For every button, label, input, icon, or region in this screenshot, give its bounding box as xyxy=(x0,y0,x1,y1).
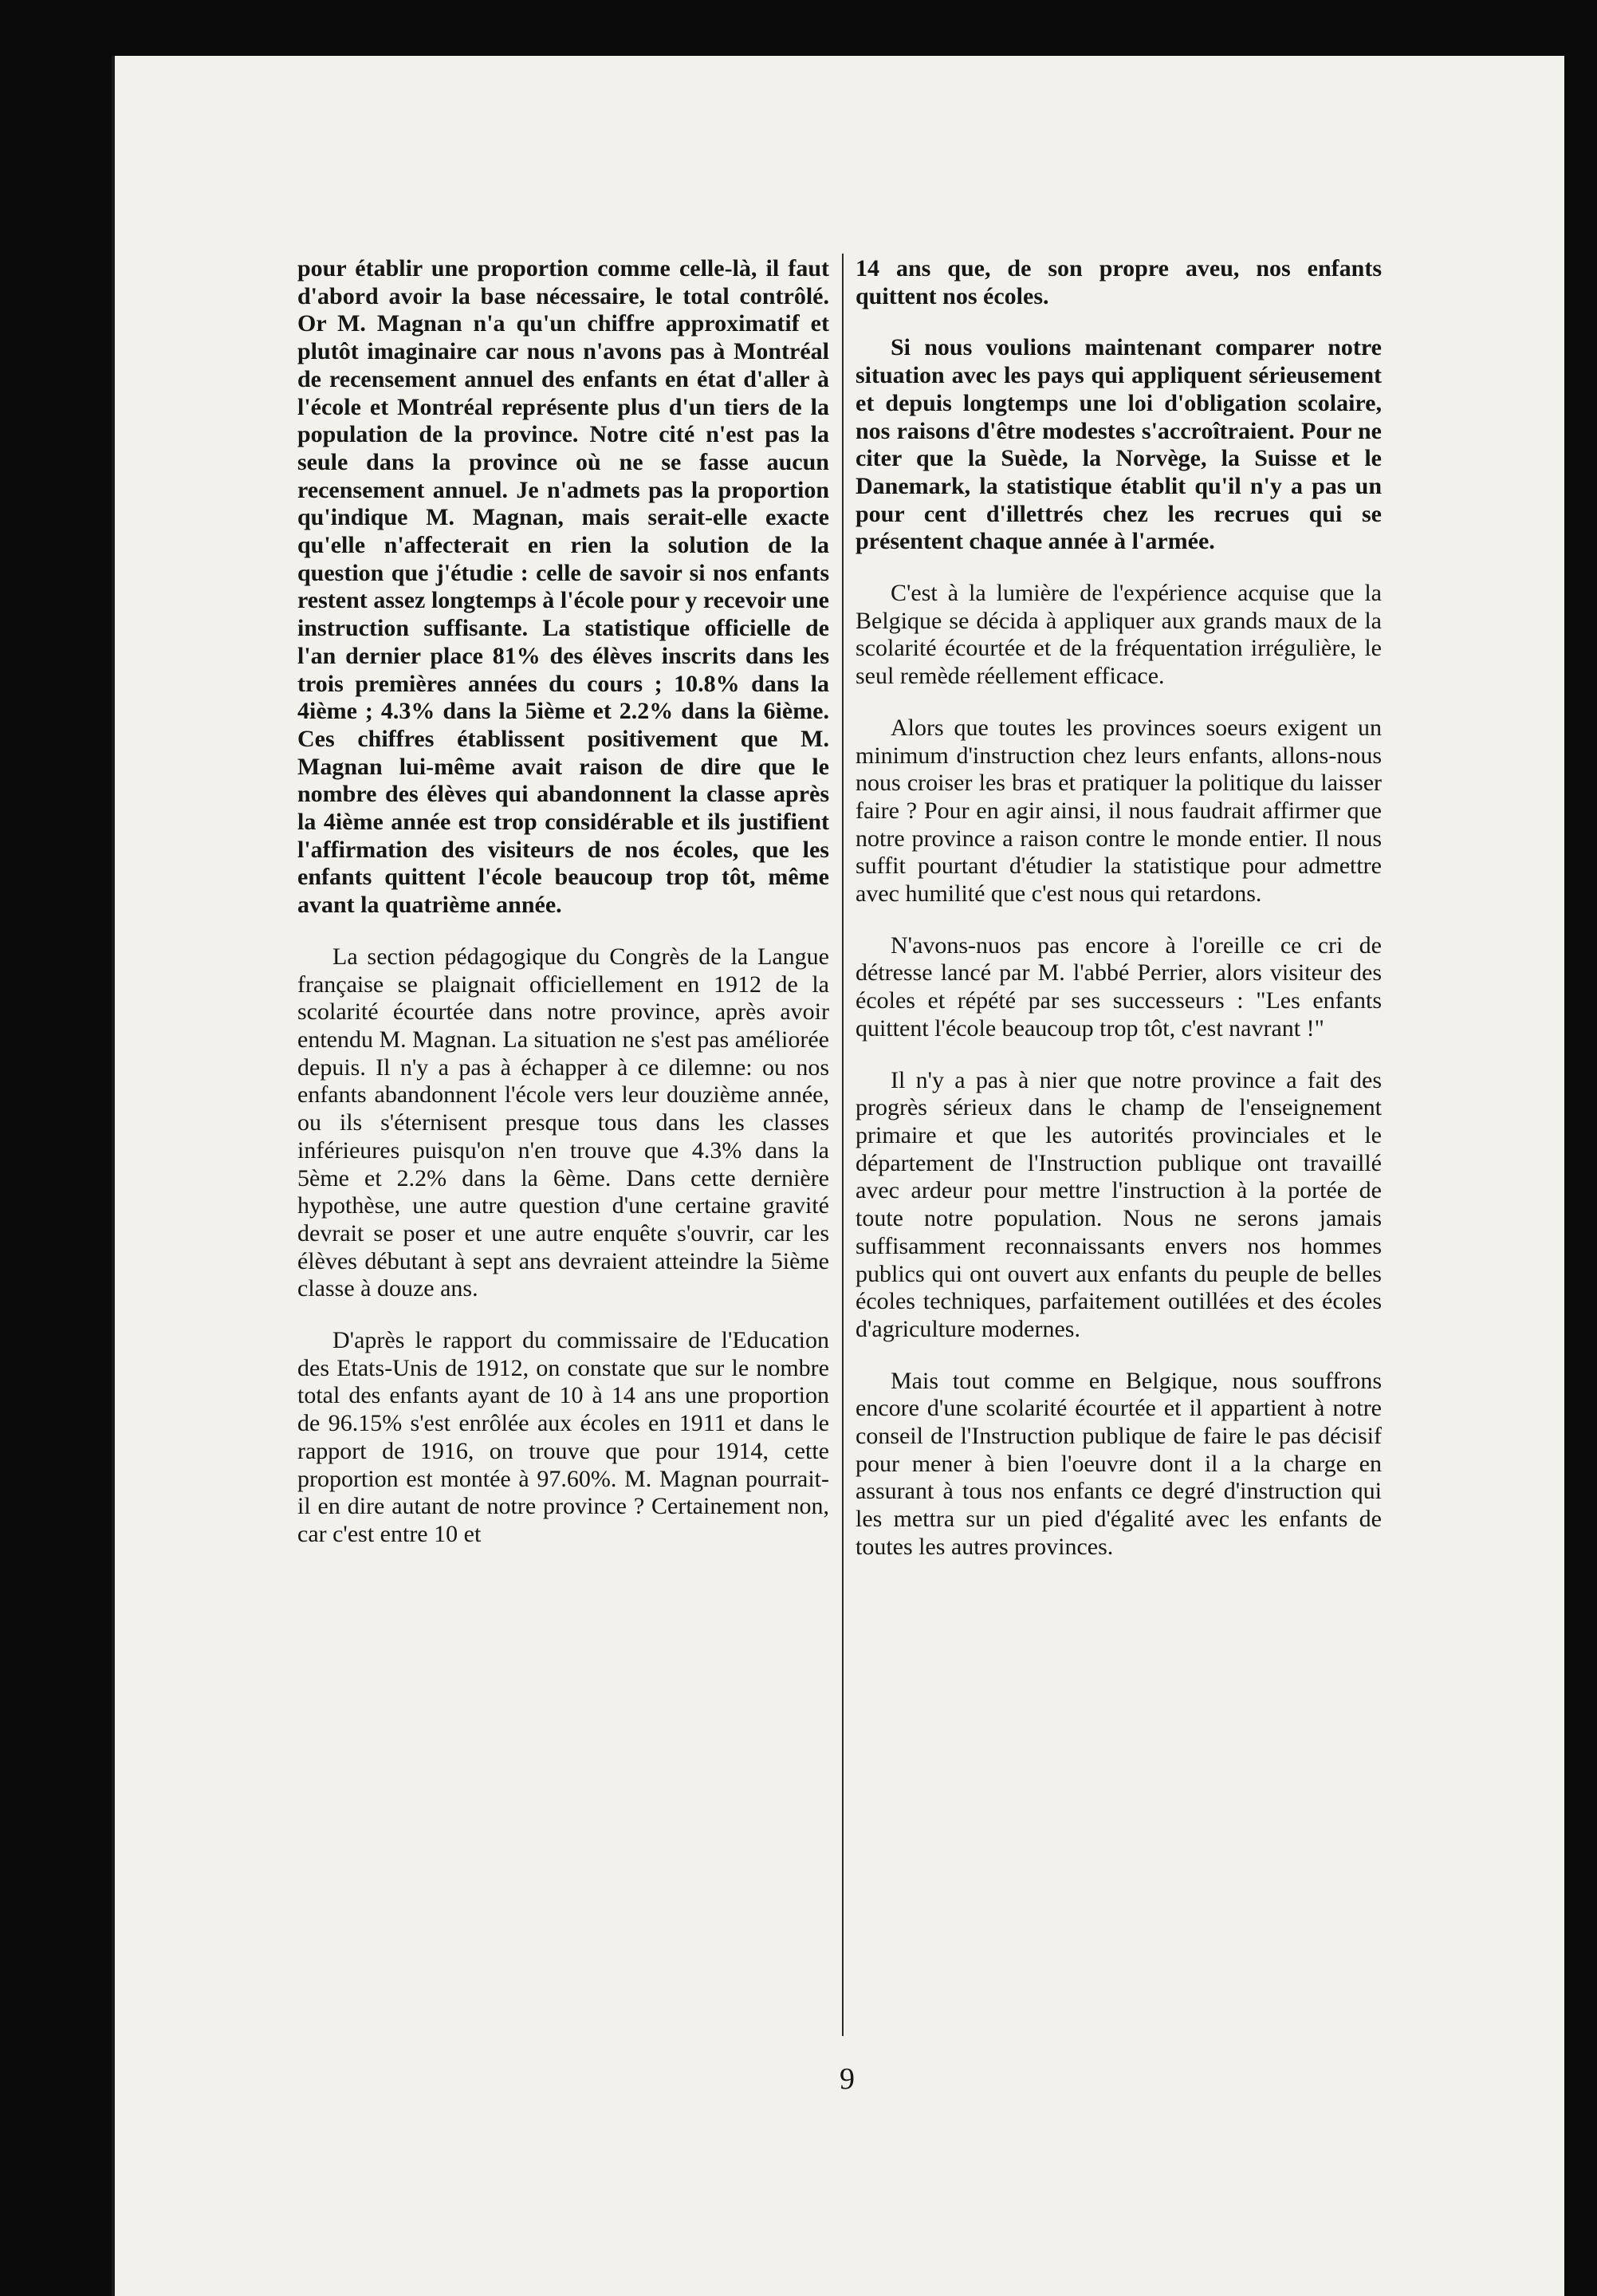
paragraph: La section pédagogique du Congrès de la Langue française se plaignait officiellement en 1912 de la scolarité écourtée dans notre province, après avoir entendu M. Magnan. La situation ne s'est pas améliorée depuis. Il n'y a pas à échapper à ce dilemne: ou nos enfants abandonnent l'école vers leur douzième année, ou ils s'éternisent presque tous dans les classes inférieures puisqu'on n'en trouve que 4.3% dans la 5ème et 2.2% dans la 6ème. Dans cette dernière hypothèse, une autre question d'une certaine gravité devrait se poser et une autre enquête s'ouvrir, car les élèves débutant à sept ans devraient atteindre la 5ième classe à douze ans. xyxy=(297,943,829,1302)
paragraph: Alors que toutes les provinces soeurs exigent un minimum d'instruction chez leurs enfants, allons-nous nous croiser les bras et pratiquer la politique du laisser faire ? Pour en agir ainsi, il nous faudrait affirmer que notre province a raison contre le monde entier. Il nous suffit pourtant d'étudier la statistique pour admettre avec humilité que c'est nous qui retardons. xyxy=(856,714,1382,908)
binding-edge xyxy=(112,56,115,2296)
paragraph: pour établir une proportion comme celle-là, il faut d'abord avoir la base nécessaire, le total contrôlé. Or M. Magnan n'a qu'un chiffre approximatif et plutôt imaginaire car nous n'avons pas à Montréal de recensement annuel des enfants en état d'aller à l'école et Montréal représente plus d'un tiers de la population de la province. Notre cité n'est pas la seule dans la province où ne se fasse aucun recensement annuel. Je n'admets pas la proportion qu'indique M. Magnan, mais serait-elle exacte qu'elle n'affecterait en rien la solution de la question que j'étudie : celle de savoir si nos enfants restent assez longtemps à l'école pour y recevoir une instruction suffisante. La statistique officielle de l'an dernier place 81% des élèves inscrits dans les trois premières années du cours ; 10.8% dans la 4ième ; 4.3% dans la 5ième et 2.2% dans la 6ième. Ces chiffres établissent positivement que M. Magnan lui-même avait raison de dire que le nombre des élèves qui abandonnent la classe après la 4ième année est trop considérable et ils justifient l'affirmation des visiteurs de nos écoles, que les enfants quittent l'école beaucoup trop tôt, même avant la quatrième année. xyxy=(297,255,829,919)
paragraph: D'après le rapport du commissaire de l'Education des Etats-Unis de 1912, on constate que sur le nombre total des enfants ayant de 10 à 14 ans une proportion de 96.15% s'est enrôlée aux écoles en 1911 et dans le rapport de 1916, on trouve que pour 1914, cette proportion est montée à 97.60%. M. Magnan pourrait-il en dire autant de notre province ? Certainement non, car c'est entre 10 et xyxy=(297,1327,829,1547)
paragraph: Mais tout comme en Belgique, nous souffrons encore d'une scolarité écourtée et il appartient à notre conseil de l'Instruction publique de faire le pas décisif pour mener à bien l'oeuvre dont il a la charge en assurant à tous nos enfants ce degré d'instruction qui les mettra sur un pied d'égalité avec les enfants de toutes les autres provinces. xyxy=(856,1367,1382,1560)
paragraph: 14 ans que, de son propre aveu, nos enfants quittent nos écoles. xyxy=(856,255,1382,309)
left-column xyxy=(297,255,829,1573)
right-column xyxy=(856,255,1382,1585)
column-divider xyxy=(842,254,844,2036)
paragraph: Il n'y a pas à nier que notre province a fait des progrès sérieux dans le champ de l'enseignement primaire et que les autorités provinciales et le département de l'Instruction publique ont travaillé avec ardeur pour mettre l'instruction à la portée de toute notre population. Nous ne serons jamais suffisamment reconnaissants envers nos hommes publics qui ont ouvert aux enfants du peuple de belles écoles techniques, parfaitement outillées et des écoles d'agriculture modernes. xyxy=(856,1066,1382,1342)
paragraph: N'avons-nuos pas encore à l'oreille ce cri de détresse lancé par M. l'abbé Perrier, alors visiteur des écoles et répété par ses successeurs : "Les enfants quittent l'école beaucoup trop tôt, c'est navrant !" xyxy=(856,931,1382,1042)
paragraph: C'est à la lumière de l'expérience acquise que la Belgique se décida à appliquer aux grands maux de la scolarité écourtée et de la fréquentation irrégulière, le seul remède réellement efficace. xyxy=(856,580,1382,690)
page-number: 9 xyxy=(840,2062,855,2096)
paragraph: Si nous voulions maintenant comparer notre situation avec les pays qui appliquent sérieusement et depuis longtemps une loi d'obligation scolaire, nos raisons d'être modestes s'accroîtraient. Pour ne citer que la Suède, la Norvège, la Suisse et le Danemark, la statistique établit qu'il n'y a pas un pour cent d'illettrés chez les recrues qui se présentent chaque année à l'armée. xyxy=(856,334,1382,555)
